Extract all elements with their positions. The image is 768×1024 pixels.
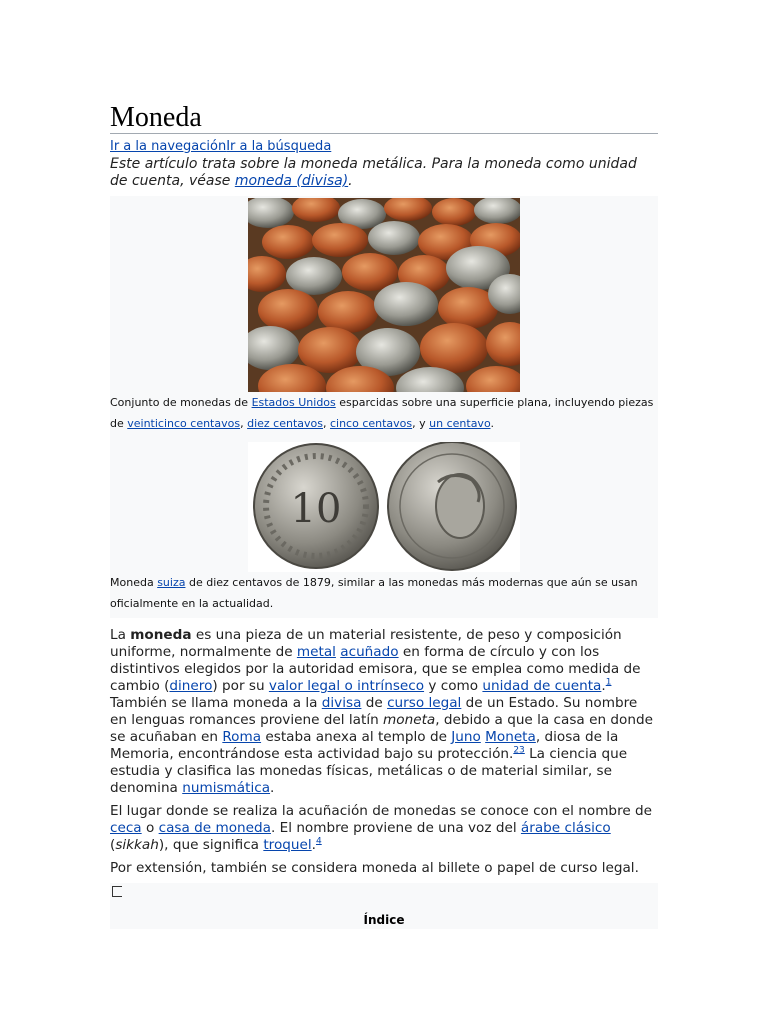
ref-1[interactable]: 1 [605, 677, 612, 688]
article [110, 103, 658, 929]
paragraph-ceca: El lugar donde se realiza la acuñación de monedas se conoce con el nombre de ceca o casa de moneda. El nombre proviene de una voz del árabe clásico (sikkah), que significa troquel.$^4$ [110, 803, 653, 853]
ref-23[interactable]: 23 [513, 745, 525, 756]
link-cinco-centavos[interactable]: cinco centavos [329, 417, 413, 430]
title-divider [110, 133, 658, 134]
link-suiza[interactable]: suiza [157, 576, 186, 589]
coins-pile-image[interactable] [248, 198, 520, 392]
link-casa-de-moneda[interactable]: casa de moneda [158, 820, 271, 836]
ref-4[interactable]: 4 [315, 836, 322, 847]
link-juno[interactable]: Juno [451, 729, 481, 745]
link-un-centavo[interactable]: un centavo [429, 417, 491, 430]
link-estados-unidos[interactable]: Estados Unidos [251, 396, 336, 409]
link-curso-legal[interactable]: curso legal [387, 695, 462, 711]
link-metal[interactable]: metal [296, 644, 336, 660]
link-diez-centavos[interactable]: diez centavos [247, 417, 323, 430]
link-valor-legal[interactable]: valor legal o intrínseco [268, 678, 425, 694]
paragraph-billete: Por extensión, también se considera moneda al billete o papel de curso legal. [110, 860, 639, 876]
figure-coins-pile [110, 196, 658, 438]
hatnote-end: . [348, 173, 353, 189]
link-arabe-clasico[interactable]: árabe clásico [520, 820, 611, 836]
figure1-caption: Conjunto de monedas de Estados Unidos esparcidas sobre una superficie plana, incluyendo piezas de veinticinco centavos, diez centavos, cinco centavos, y un centavo. [110, 396, 654, 430]
coin-reverse [254, 444, 378, 568]
hatnote-text: Este artículo trata sobre la moneda metálica. Para la moneda como unidad de cuenta, véase [110, 156, 637, 189]
link-troquel[interactable]: troquel [263, 837, 312, 853]
link-ceca[interactable]: ceca [110, 820, 142, 836]
jump-to-navigation-link[interactable]: Ir a la navegación [110, 139, 227, 154]
coin-denomination: 10 [290, 486, 342, 532]
coin-obverse [388, 442, 516, 570]
hatnote-link-moneda-divisa[interactable]: moneda (divisa) [234, 173, 349, 189]
swiss-coin-image[interactable] [248, 442, 520, 572]
bold-moneda: moneda [130, 627, 192, 643]
link-unidad-de-cuenta[interactable]: unidad de cuenta [482, 678, 602, 694]
link-roma[interactable]: Roma [222, 729, 262, 745]
link-acunado[interactable]: acuñado [340, 644, 399, 660]
link-divisa[interactable]: divisa [321, 695, 362, 711]
toc-toggle-checkbox[interactable] [112, 886, 122, 897]
figure2-caption: Moneda suiza de diez centavos de 1879, similar a las monedas más modernas que aún se usan oficialmente en la actualidad. [110, 576, 638, 610]
paragraph-intro: La moneda es una pieza de un material resistente, de peso y composición uniforme, normalmente de metal acuñado en forma de círculo y con los distintivos elegidos por la autoridad emisora, que se emplea como medida de cambio (dinero) por su valor legal o intrínseco y como unidad de cuenta.$^1$ También se llama moneda a la divisa de curso legal de un Estado. Su nombre en lenguas romances proviene del latín moneta, debido a que la casa en donde se acuñaban en Roma estaba anexa al templo de Juno Moneta, diosa de la Memoria, encontrándose esta actividad bajo su protección.$^{23}$ La ciencia que estudia y clasifica las monedas físicas, metálicas o de material similar, se denomina numismática. [110, 627, 653, 796]
link-veinticinco-centavos[interactable]: veinticinco centavos [127, 417, 241, 430]
jump-to-search-link[interactable]: Ir a la búsqueda [226, 139, 332, 154]
link-moneta[interactable]: Moneta [485, 729, 536, 745]
figure-swiss-coin [110, 438, 658, 618]
hatnote [110, 156, 658, 190]
link-dinero[interactable]: dinero [169, 678, 213, 694]
table-of-contents [110, 883, 658, 929]
page-title: Moneda [110, 102, 202, 133]
toc-title: Índice [363, 913, 405, 927]
jump-links [110, 139, 658, 155]
link-numismatica[interactable]: numismática [182, 780, 271, 796]
coin-shapes [248, 198, 520, 392]
